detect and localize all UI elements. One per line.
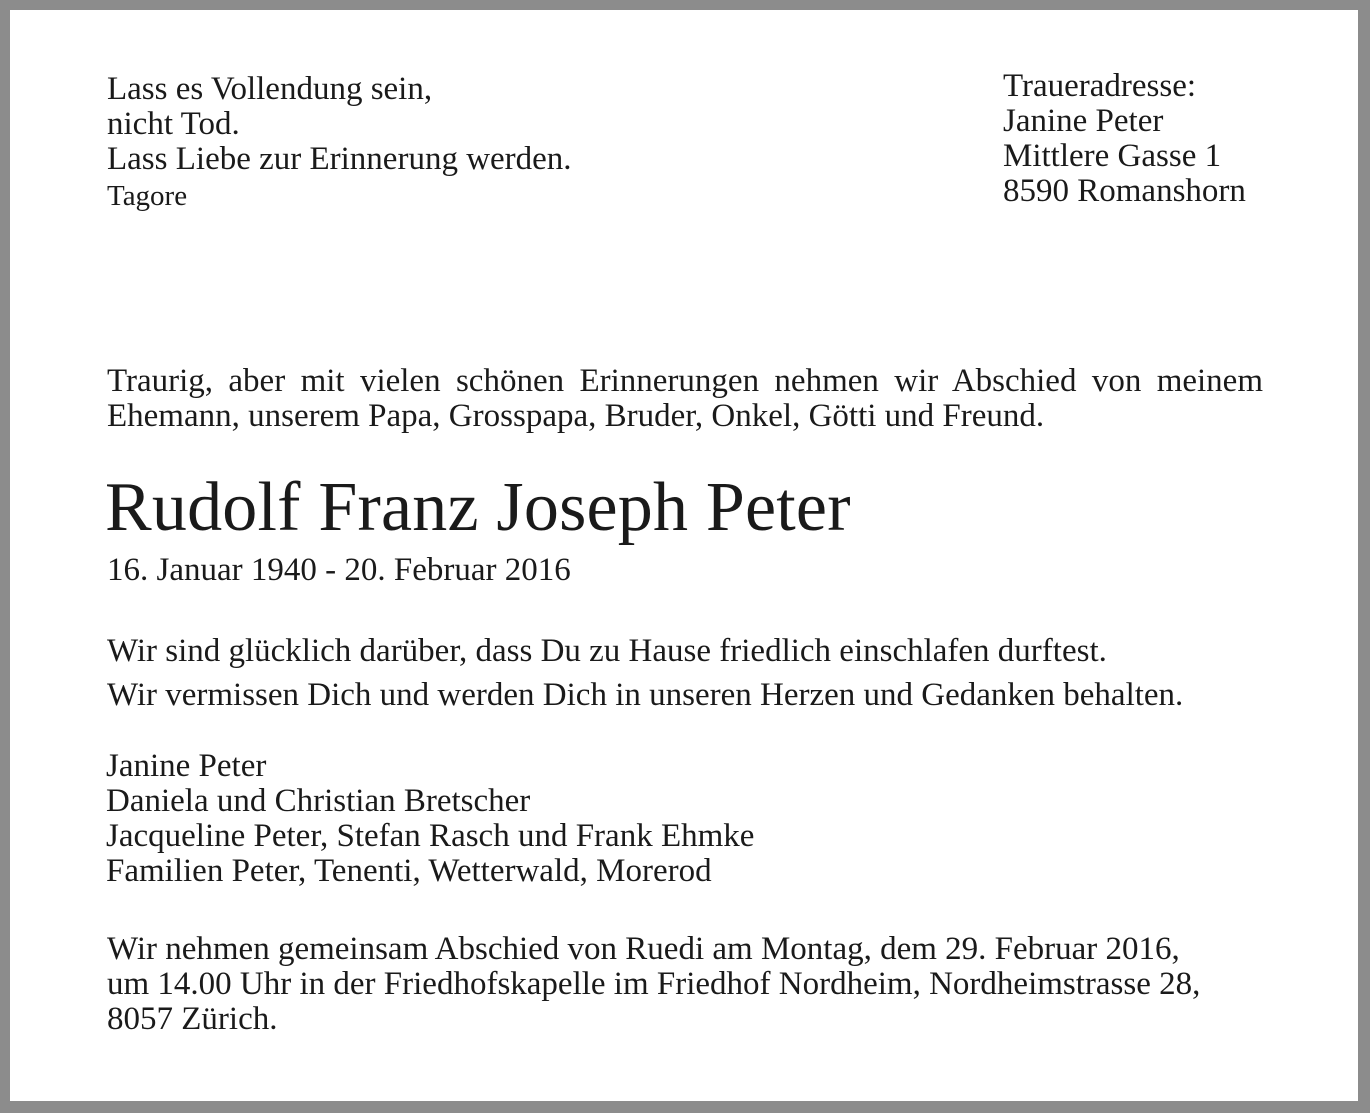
address-street: Mittlere Gasse 1 <box>1003 138 1222 174</box>
family-line: Janine Peter <box>106 748 267 784</box>
family-line: Jacqueline Peter, Stefan Rasch und Frank Ehmke <box>106 818 755 854</box>
quote-author: Tagore <box>107 180 188 212</box>
message-line: Wir sind glücklich darüber, dass Du zu Hause friedlich einschlafen durftest. <box>107 633 1107 669</box>
family-line: Familien Peter, Tenenti, Wetterwald, Morerod <box>106 853 712 889</box>
intro-text: Traurig, aber mit vielen schönen Erinnerungen nehmen wir Abschied von meinem Ehemann, unserem Papa, Grosspapa, Bruder, Onkel, Götti und Freund. <box>107 363 1263 434</box>
quote-block <box>107 72 572 216</box>
ceremony-line: um 14.00 Uhr in der Friedhofskapelle im Friedhof Nordheim, Nordheimstrasse 28, <box>107 966 1201 1002</box>
quote-line: Lass Liebe zur Erinnerung werden. <box>107 141 572 177</box>
obituary-notice <box>10 10 1358 1101</box>
ceremony-line: 8057 Zürich. <box>107 1001 278 1037</box>
family-line: Daniela und Christian Bretscher <box>106 783 531 819</box>
message-line: Wir vermissen Dich und werden Dich in unseren Herzen und Gedanken behalten. <box>107 677 1184 713</box>
ceremony-details <box>107 932 1200 1037</box>
address-label: Traueradresse: <box>1003 68 1197 104</box>
farewell-message <box>107 629 1183 717</box>
mourning-address <box>1003 69 1246 209</box>
life-dates: 16. Januar 1940 - 20. Februar 2016 <box>107 552 571 588</box>
deceased-name: Rudolf Franz Joseph Peter <box>105 469 851 546</box>
family-signatures <box>106 749 754 889</box>
address-city: 8590 Romanshorn <box>1003 173 1246 209</box>
address-name: Janine Peter <box>1003 103 1164 139</box>
quote-line: Lass es Vollendung sein, <box>107 71 433 107</box>
ceremony-line: Wir nehmen gemeinsam Abschied von Ruedi am Montag, dem 29. Februar 2016, <box>107 931 1180 967</box>
quote-line: nicht Tod. <box>107 106 240 142</box>
